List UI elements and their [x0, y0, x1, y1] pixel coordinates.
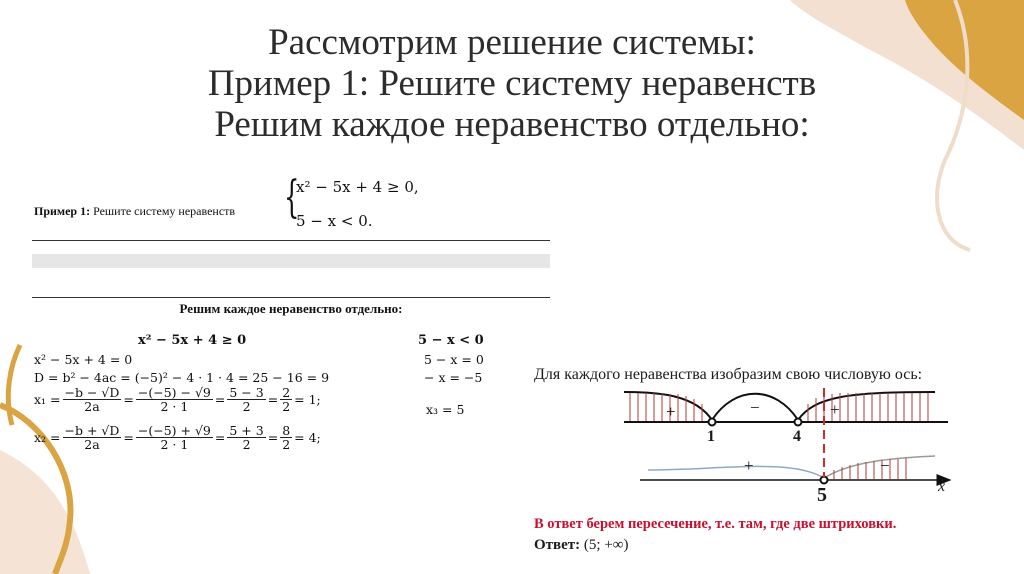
x1-frac1-den: 2a — [84, 399, 100, 414]
x2-frac2-den: 2 · 1 — [160, 437, 189, 452]
discriminant-line: D = b² − 4ac = (−5)² − 4 · 1 · 4 = 25 − 16 = 9 — [34, 370, 330, 385]
x1-result: = 1; — [294, 392, 321, 407]
root-x1-line: x₁ = $\frac{-b - √D}{2a}$ = $\frac{-(-5) - √9}{2 \cdot 1}$ = $\frac{5 - 3}{2}$ = $\frac{2}{2}$ = 1; — [34, 385, 321, 414]
x2-frac2-num: −(−5) + √9 — [137, 423, 211, 438]
system-inequality-2: 5 − x < 0. — [296, 212, 373, 230]
example-text: Решите систему неравенств — [93, 204, 236, 218]
x2-frac3-num: 5 + 3 — [229, 423, 264, 438]
system-inequality-1: x² − 5x + 4 ≥ 0, — [296, 178, 419, 196]
x1-frac3-den: 2 — [242, 399, 251, 414]
x2-frac1-num: −b + √D — [64, 423, 120, 438]
answer-note: В ответ берем пересечение, т.е. там, где две штриховки. — [534, 516, 897, 532]
bottom-sign-minus: − — [880, 456, 890, 475]
x2-frac1-den: 2a — [84, 437, 100, 452]
x2-label: x₂ = — [34, 430, 61, 445]
x1-frac3-num: 5 − 3 — [229, 385, 264, 400]
right-equation-1: 5 − x = 0 — [424, 352, 484, 367]
x1-frac4-den: 2 — [282, 399, 291, 414]
title-line-1: Рассмотрим решение системы: — [268, 22, 756, 63]
bottom-arc-left — [648, 466, 824, 478]
top-sign-plus-left: + — [666, 402, 676, 421]
root-x3: x₃ = 5 — [426, 402, 465, 417]
top-hatch-right — [808, 393, 928, 421]
answer-label: Ответ: — [534, 537, 581, 553]
point-1-label: 1 — [707, 428, 715, 445]
x2-frac4-den: 2 — [282, 437, 291, 452]
top-sign-plus-right: + — [830, 400, 840, 419]
x2-frac3-den: 2 — [242, 437, 251, 452]
point-1-marker — [709, 419, 716, 426]
answer-line — [534, 537, 628, 554]
point-5-label: 5 — [817, 484, 827, 506]
x1-frac2-den: 2 · 1 — [160, 399, 189, 414]
x1-frac2-num: −(−5) − √9 — [137, 385, 211, 400]
title-line-2: Пример 1: Решите систему неравенств — [207, 63, 817, 104]
left-inequality-heading: x² − 5x + 4 ≥ 0 — [138, 333, 247, 348]
section-heading: Решим каждое неравенство отдельно: — [179, 301, 403, 316]
numberline-caption: Для каждого неравенства изобразим свою числовую ось: — [534, 366, 923, 383]
axis-x-label: x — [938, 478, 946, 495]
point-4-marker — [795, 419, 802, 426]
x1-frac1-num: −b − √D — [64, 385, 120, 400]
point-4-label: 4 — [793, 428, 801, 445]
right-equation-2: − x = −5 — [424, 370, 483, 385]
bottom-sign-plus: + — [744, 456, 754, 475]
left-equation: x² − 5x + 4 = 0 — [34, 352, 133, 367]
root-x2-line: x₂ = $\frac{-b + √D}{2a}$ = $\frac{-(-5) + √9}{2 \cdot 1}$ = $\frac{5 + 3}{2}$ = $\frac{8}{2}$ = 4; — [34, 423, 321, 452]
title-line-3: Решим каждое неравенство отдельно: — [214, 104, 810, 145]
system-brace: { — [284, 172, 300, 223]
top-sign-minus: − — [750, 398, 760, 417]
x1-frac4-num: 2 — [282, 385, 291, 400]
top-arc-right — [798, 392, 935, 420]
answer-value: (5; +∞) — [583, 537, 629, 553]
x1-label: x₁ = — [34, 392, 61, 407]
x2-frac4-num: 8 — [282, 423, 291, 438]
example-label: Пример 1: — [34, 204, 91, 218]
x2-result: = 4; — [294, 430, 321, 445]
right-inequality-heading: 5 − x < 0 — [418, 333, 484, 348]
